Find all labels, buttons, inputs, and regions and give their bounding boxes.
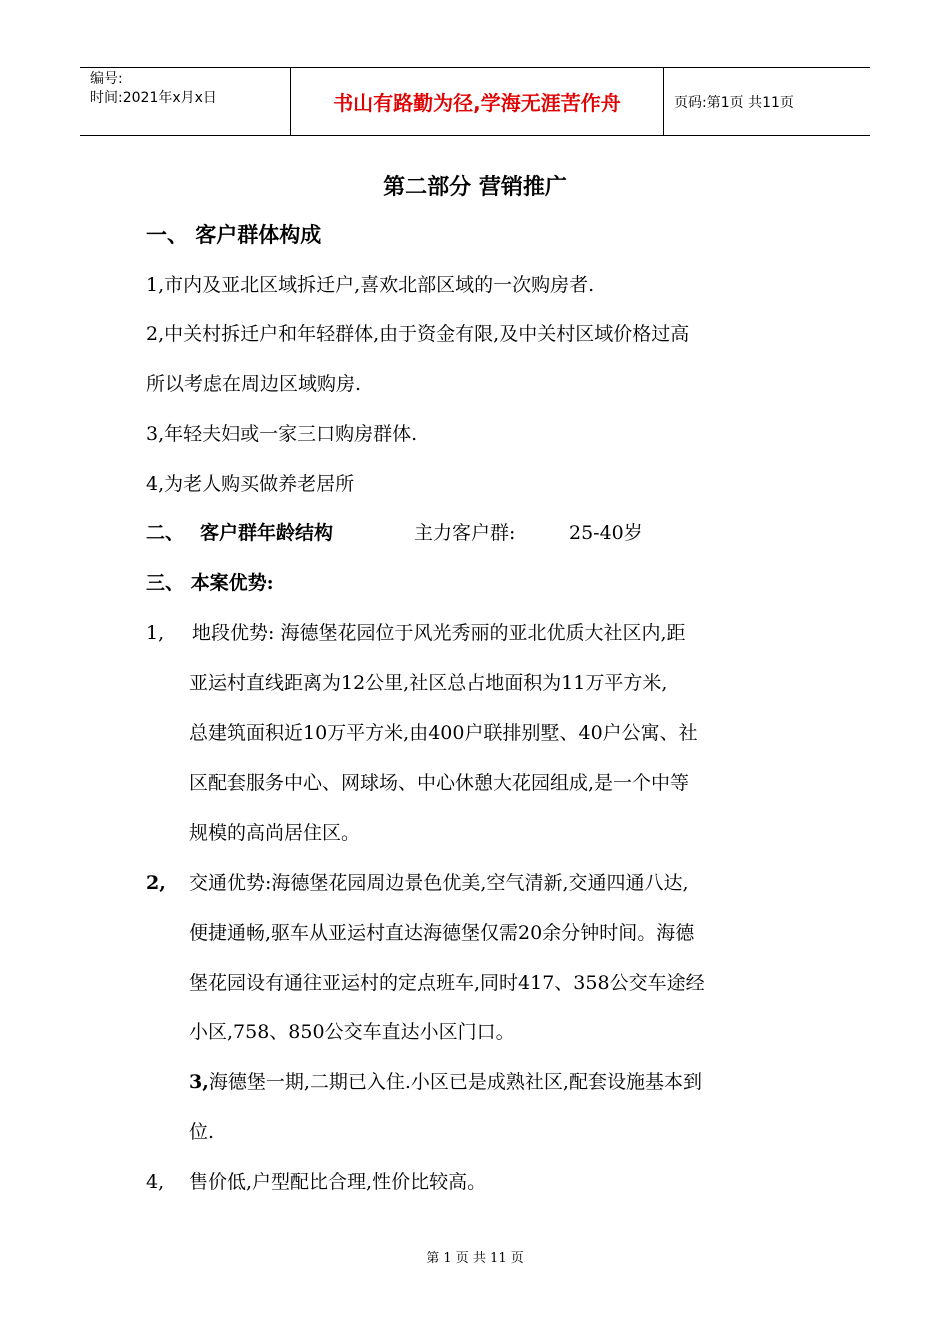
adv1-line-2: 亚运村直线距离为12公里,社区总占地面积为11万平方米, [189,672,668,694]
adv1-line-5: 规模的高尚居住区。 [189,822,361,844]
adv2-line-1: 交通优势:海德堡花园周边景色优美,空气清新,交通四通八达, [189,872,689,894]
adv3-line-2: 位. [189,1121,215,1143]
adv1-line-4: 区配套服务中心、网球场、中心休憩大花园组成,是一个中等 [189,772,690,794]
section1-item-4: 4,为老人购买做养老居所 [146,473,355,495]
section1-heading: 一、 客户群体构成 [146,222,322,247]
section1-item-1: 1,市内及亚北区域拆迁户,喜欢北部区域的一次购房者. [146,274,595,296]
page-footer: 第 1 页 共 11 页 [426,1251,524,1266]
section2-number: 二、 [146,522,185,544]
header-left-cell [80,68,291,136]
adv2-line-3: 堡花园设有通往亚运村的定点班车,同时417、358公交车途经 [189,972,705,994]
section1-item-3: 3,年轻夫妇或一家三口购房群体. [146,423,418,445]
adv3-line-1 [189,1069,702,1095]
header-page-cell [664,68,871,136]
section3-heading: 三、 本案优势: [146,572,274,594]
number-label: 编号: [90,71,123,87]
adv3-number: 3, [189,1071,209,1093]
header-table [80,67,870,136]
time-label: 时间:2021年x月x日 [90,90,217,106]
section2-heading: 客户群年龄结构 [200,522,334,544]
section2-value: 25-40岁 [569,522,643,544]
adv4-text: 售价低,户型配比合理,性价比较高。 [189,1171,487,1193]
page-title: 第二部分 营销推广 [383,174,567,200]
page-code: 页码:第1页 共11页 [674,94,794,111]
section1-item-2-cont: 所以考虑在周边区域购房. [146,373,362,395]
adv1-line-1: 地段优势: 海德堡花园位于风光秀丽的亚北优质大社区内,距 [192,622,686,644]
adv1-line-3: 总建筑面积近10万平方米,由400户联排别墅、40户公寓、社 [189,722,698,744]
motto: 书山有路勤为径,学海无涯苦作舟 [333,91,621,115]
adv3-text-1: 海德堡一期,二期已入住.小区已是成熟社区,配套设施基本到 [208,1071,702,1093]
adv1-number: 1, [146,622,165,644]
adv2-number: 2, [146,872,166,894]
section1-item-2: 2,中关村拆迁户和年轻群体,由于资金有限,及中关村区域价格过高 [146,323,690,345]
header-motto-cell [291,68,664,136]
section2-label: 主力客户群: [414,522,516,544]
adv2-line-2: 便捷通畅,驱车从亚运村直达海德堡仅需20余分钟时间。海德 [189,922,695,944]
adv4-number: 4, [146,1171,165,1193]
adv2-line-4: 小区,758、850公交车直达小区门口。 [189,1021,515,1043]
